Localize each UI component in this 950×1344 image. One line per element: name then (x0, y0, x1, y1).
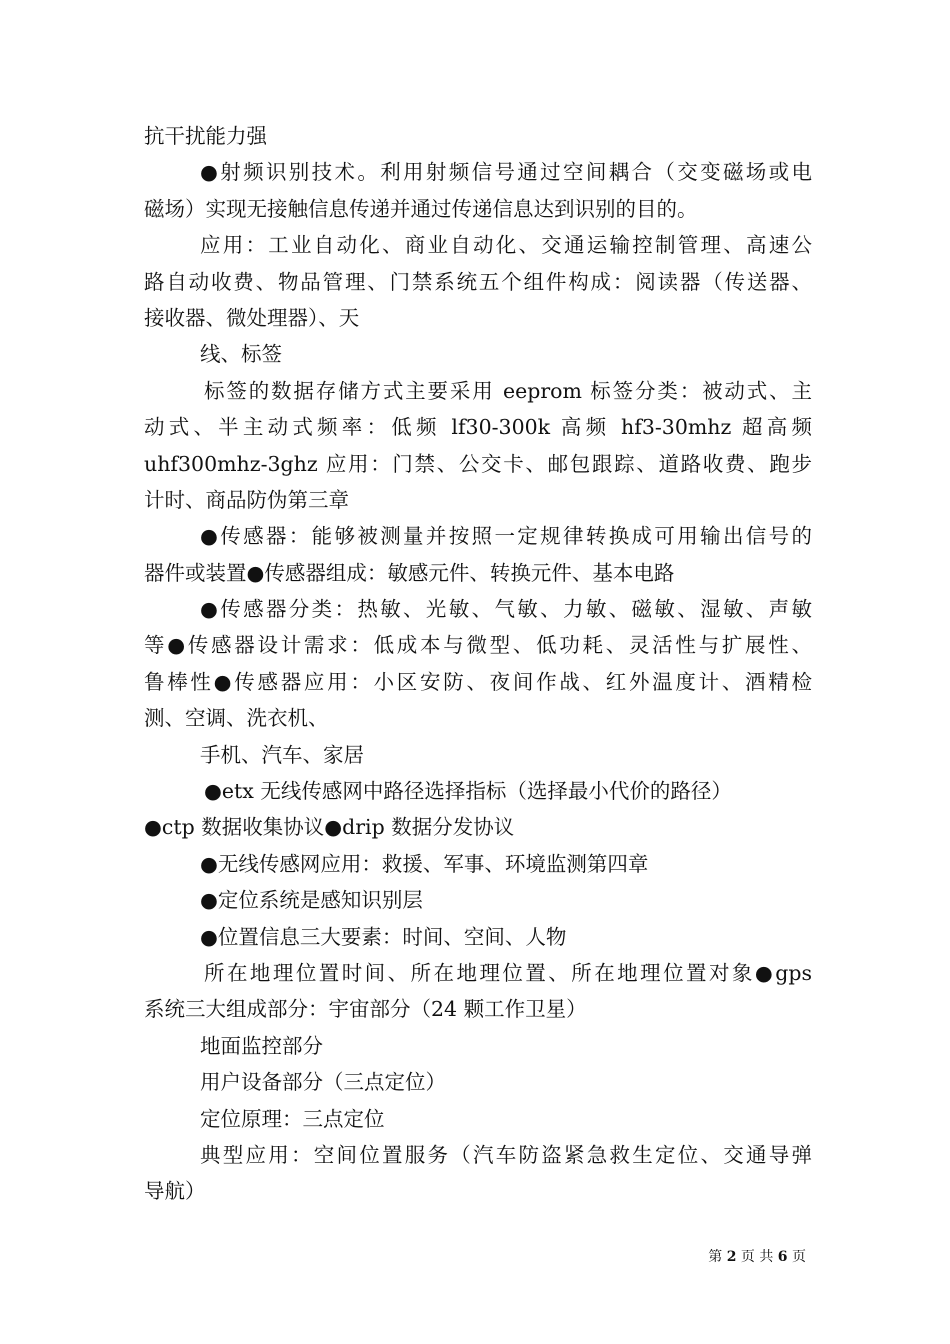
text-line: 系统三大组成部分：宇宙部分（24 颗工作卫星） (144, 997, 587, 1022)
footer-suffix: 页 (792, 1249, 806, 1265)
text-line: 导航） (144, 1179, 206, 1204)
text-line: 计时、商品防伪第三章 (144, 487, 349, 512)
total-page-number: 6 (777, 1249, 788, 1265)
text-line: 用户设备部分（三点定位） (200, 1070, 446, 1095)
text-line: 器件或装置●传感器组成：敏感元件、转换元件、基本电路 (144, 560, 675, 585)
footer-prefix: 第 (708, 1249, 723, 1265)
text-line: 路自动收费、物品管理、门禁系统五个组件构成：阅读器（传送器、 (144, 269, 812, 294)
text-line: 线、标签 (200, 342, 282, 367)
text-line: 定位原理：三点定位 (200, 1106, 385, 1131)
document-body (144, 118, 812, 1210)
text-line: ●定位系统是感知识别层 (200, 888, 423, 913)
text-line: ●射频识别技术。利用射频信号通过空间耦合（交变磁场或电 (200, 160, 812, 185)
text-line: 接收器、微处理器）、天 (144, 305, 360, 330)
current-page-number: 2 (726, 1249, 737, 1265)
text-line: 动式、半主动式频率：低频 lf30-300k 高频 hf3-30mhz 超高频 (144, 415, 812, 440)
text-line: 手机、汽车、家居 (200, 742, 364, 767)
text-line: ●etx 无线传感网中路径选择指标（选择最小代价的路径） (204, 779, 732, 804)
text-line: ●ctp 数据收集协议●drip 数据分发协议 (144, 815, 515, 840)
footer-middle: 页 共 (740, 1249, 774, 1265)
text-line: 磁场）实现无接触信息传递并通过传递信息达到识别的目的。 (144, 196, 698, 221)
text-line: 抗干扰能力强 (144, 124, 267, 148)
text-line: ●无线传感网应用：救援、军事、环境监测第四章 (200, 851, 649, 876)
text-line: 典型应用：空间位置服务（汽车防盗紧急救生定位、交通导弹 (200, 1142, 812, 1167)
text-line: 标签的数据存储方式主要采用 eeprom 标签分类：被动式、主 (204, 378, 812, 403)
text-line: ●位置信息三大要素：时间、空间、人物 (200, 924, 567, 949)
text-line: 应用：工业自动化、商业自动化、交通运输控制管理、高速公 (200, 233, 812, 258)
page-footer (0, 1246, 806, 1266)
text-line: uhf300mhz-3ghz 应用：门禁、公交卡、邮包跟踪、道路收费、跑步 (144, 451, 812, 476)
text-line: ●传感器分类：热敏、光敏、气敏、力敏、磁敏、湿敏、声敏 (200, 597, 812, 622)
text-line: 所在地理位置时间、所在地理位置、所在地理位置对象●gps (204, 960, 812, 985)
text-line: 地面监控部分 (200, 1033, 323, 1058)
text-line: 鲁棒性●传感器应用：小区安防、夜间作战、红外温度计、酒精检 (144, 669, 812, 694)
text-line: 测、空调、洗衣机、 (144, 706, 329, 731)
text-line: 等●传感器设计需求：低成本与微型、低功耗、灵活性与扩展性、 (144, 633, 812, 658)
text-line: ●传感器：能够被测量并按照一定规律转换成可用输出信号的 (200, 524, 812, 549)
